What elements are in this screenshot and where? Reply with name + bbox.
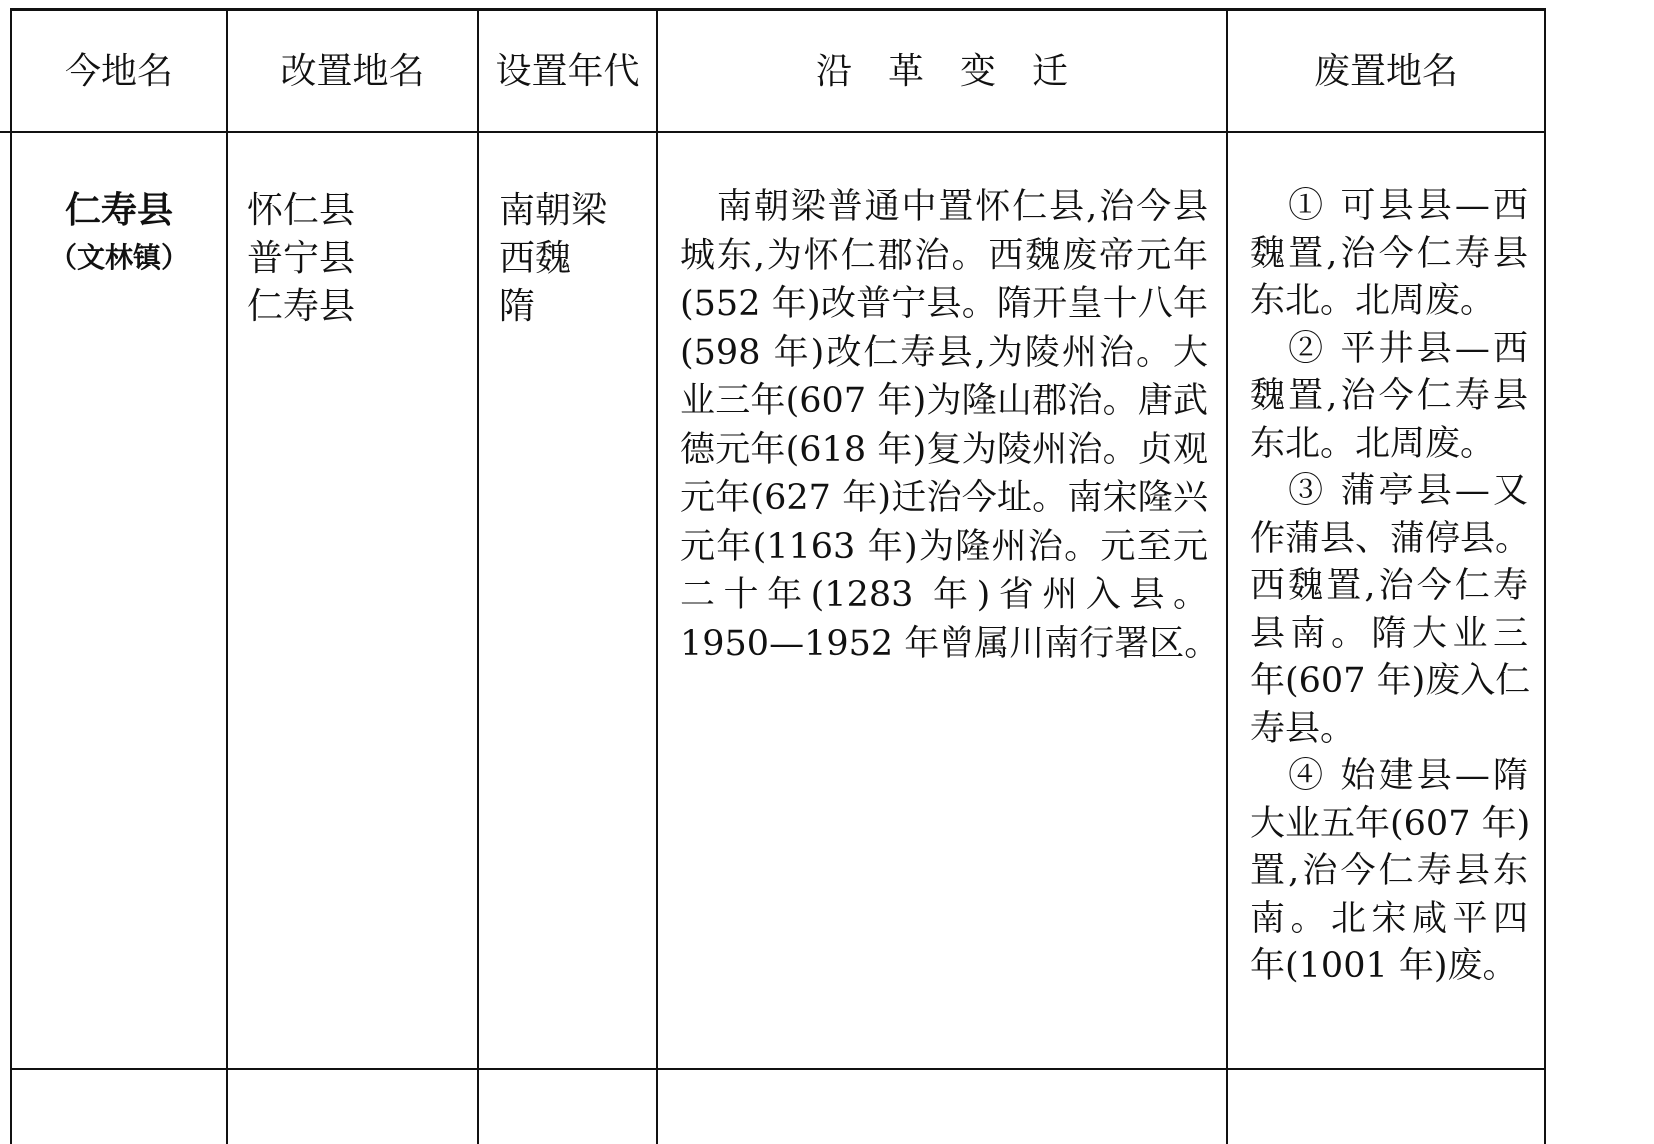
table-right-border xyxy=(1544,8,1546,1144)
abolished-line: 作蒲县、蒲停县。 xyxy=(1250,518,1531,559)
header-history: 沿 革 变 迁 xyxy=(815,51,1068,92)
header-current-name: 今地名 xyxy=(64,51,173,92)
header-established-era: 设置年代 xyxy=(495,51,640,92)
table-top-border xyxy=(10,8,1546,11)
abolished-line: 魏置,治今仁寿县 xyxy=(1250,376,1528,416)
abolished-line: 魏置,治今仁寿县 xyxy=(1250,233,1528,274)
history-line: 1950—1952 年曾属川南行署区。 xyxy=(680,623,1220,664)
header-bottom-border xyxy=(0,131,1546,133)
abolished-line: 置,治今仁寿县东 xyxy=(1250,851,1528,891)
current-place-name: 仁寿县 xyxy=(64,189,173,231)
abolished-line: ② 平井县—西 xyxy=(1250,328,1528,369)
table-left-border xyxy=(10,8,12,1144)
era-3: 隋 xyxy=(499,286,536,327)
history-line: 德元年(618 年)复为陵州治。贞观 xyxy=(680,429,1208,470)
abolished-line: 寿县。 xyxy=(1250,708,1356,749)
column-divider-4 xyxy=(1226,8,1228,1144)
history-line: 元年(1163 年)为隆州治。元至元 xyxy=(680,526,1208,567)
abolished-line: ③ 蒲亭县—又 xyxy=(1250,471,1528,511)
renamed-name-2: 普宁县 xyxy=(247,238,356,279)
abolished-line: ① 可县县—西 xyxy=(1250,186,1528,226)
abolished-paragraph xyxy=(1250,183,1531,991)
abolished-line: 年(1001 年)废。 xyxy=(1250,946,1518,986)
abolished-line: 年(607 年)废入仁 xyxy=(1250,661,1531,701)
abolished-line: 大业五年(607 年) xyxy=(1250,803,1531,844)
history-line: (552 年)改普宁县。隋开皇十八年 xyxy=(680,284,1208,324)
abolished-line: 东北。北周废。 xyxy=(1250,281,1496,321)
abolished-line: ④ 始建县—隋 xyxy=(1250,756,1528,796)
renamed-name-1: 怀仁县 xyxy=(247,190,356,231)
abolished-line: 南。北宋咸平四 xyxy=(1250,898,1528,939)
renamed-name-3: 仁寿县 xyxy=(247,286,356,327)
history-line: (598 年)改仁寿县,为陵州治。大 xyxy=(680,332,1208,373)
history-line: 二十年(1283 年)省州入县。 xyxy=(680,575,1208,615)
era-2: 西魏 xyxy=(499,238,572,279)
abolished-line: 西魏置,治今仁寿 xyxy=(1250,566,1528,606)
abolished-line: 县南。隋大业三 xyxy=(1250,613,1528,654)
current-place-note: （文林镇） xyxy=(48,241,189,274)
header-renamed-names: 改置地名 xyxy=(280,51,425,92)
column-divider-2 xyxy=(477,8,479,1144)
history-line: 南朝梁普通中置怀仁县,治今县 xyxy=(680,187,1208,227)
abolished-line: 东北。北周废。 xyxy=(1250,423,1496,464)
history-line: 元年(627 年)迁治今址。南宋隆兴 xyxy=(680,478,1208,518)
column-divider-1 xyxy=(226,8,228,1144)
history-line: 业三年(607 年)为隆山郡治。唐武 xyxy=(680,381,1208,421)
column-divider-3 xyxy=(656,8,658,1144)
history-paragraph xyxy=(680,183,1220,668)
row-bottom-border xyxy=(10,1068,1546,1070)
header-abolished-names: 废置地名 xyxy=(1313,51,1458,92)
history-line: 城东,为怀仁郡治。西魏废帝元年 xyxy=(680,235,1208,276)
era-1: 南朝梁 xyxy=(499,190,608,231)
